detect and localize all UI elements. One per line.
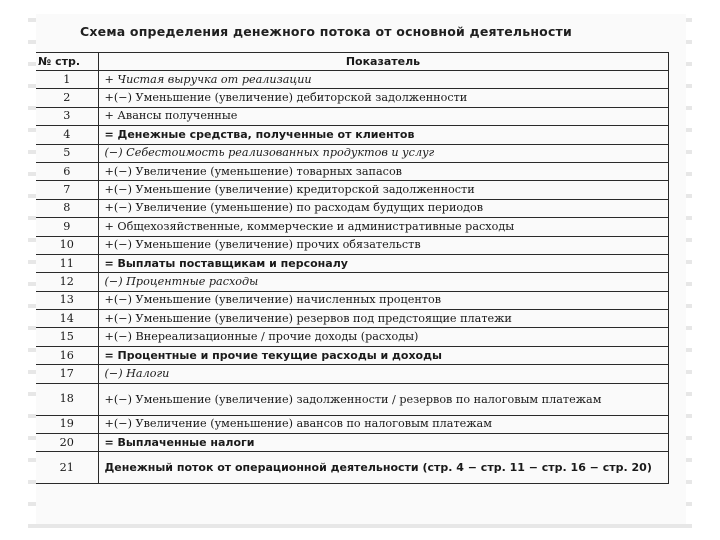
row-number: 17 (36, 365, 98, 383)
row-indicator: +(−) Уменьшение (увеличение) кредиторской задолженности (98, 181, 668, 199)
row-number: 5 (36, 144, 98, 162)
row-number: 9 (36, 218, 98, 236)
row-indicator: (−) Себестоимость реализованных продуктов и услуг (98, 144, 668, 162)
table-row (36, 236, 668, 254)
table-row (36, 107, 668, 125)
table-header-row (36, 53, 668, 71)
row-indicator: +(−) Увеличение (уменьшение) товарных запасов (98, 162, 668, 180)
row-indicator: +(−) Уменьшение (увеличение) резервов под предстоящие платежи (98, 310, 668, 328)
row-indicator: +(−) Уменьшение (увеличение) задолженности / резервов по налоговым платежам (98, 383, 668, 415)
row-number: 1 (36, 71, 98, 89)
row-number: 21 (36, 452, 98, 484)
row-indicator: + Чистая выручка от реализации (98, 71, 668, 89)
table-row (36, 434, 668, 452)
row-number: 7 (36, 181, 98, 199)
row-indicator: +(−) Увеличение (уменьшение) авансов по налоговым платежам (98, 415, 668, 433)
row-number: 4 (36, 126, 98, 144)
right-margin (692, 0, 720, 540)
table-row (36, 383, 668, 415)
table-row (36, 144, 668, 162)
row-number: 6 (36, 162, 98, 180)
row-number: 18 (36, 383, 98, 415)
table-row (36, 346, 668, 364)
row-number: 14 (36, 310, 98, 328)
row-indicator: +(−) Уменьшение (увеличение) дебиторской задолженности (98, 89, 668, 107)
row-indicator: = Выплаченные налоги (98, 434, 668, 452)
table-row (36, 181, 668, 199)
row-indicator: = Выплаты поставщикам и персоналу (98, 254, 668, 272)
table-row (36, 328, 668, 346)
row-number: 10 (36, 236, 98, 254)
table-row (36, 310, 668, 328)
row-indicator: (−) Процентные расходы (98, 273, 668, 291)
row-indicator: Денежный поток от операционной деятельности (стр. 4 − стр. 11 − стр. 16 − стр. 20) (98, 452, 668, 484)
table-row (36, 162, 668, 180)
row-number: 12 (36, 273, 98, 291)
row-indicator: (−) Налоги (98, 365, 668, 383)
table-row (36, 291, 668, 309)
row-number: 16 (36, 346, 98, 364)
row-indicator: = Денежные средства, полученные от клиентов (98, 126, 668, 144)
row-indicator: +(−) Внереализационные / прочие доходы (расходы) (98, 328, 668, 346)
table-row (36, 126, 668, 144)
table-row (36, 89, 668, 107)
table-row (36, 71, 668, 89)
row-indicator: + Авансы полученные (98, 107, 668, 125)
cash-flow-table (36, 52, 669, 484)
row-number: 2 (36, 89, 98, 107)
header-indicator: Показатель (98, 53, 668, 71)
left-margin (0, 0, 28, 540)
header-row-number: № стр. (36, 53, 98, 71)
row-number: 8 (36, 199, 98, 217)
row-number: 11 (36, 254, 98, 272)
scanned-document (36, 14, 686, 524)
row-number: 19 (36, 415, 98, 433)
table-row (36, 452, 668, 484)
table-row (36, 365, 668, 383)
table-row (36, 415, 668, 433)
row-number: 15 (36, 328, 98, 346)
row-indicator: +(−) Уменьшение (увеличение) начисленных процентов (98, 291, 668, 309)
row-number: 3 (36, 107, 98, 125)
row-number: 20 (36, 434, 98, 452)
document-title: Схема определения денежного потока от основной деятельности (80, 24, 572, 39)
table-row (36, 273, 668, 291)
row-indicator: +(−) Увеличение (уменьшение) по расходам будущих периодов (98, 199, 668, 217)
table-row (36, 218, 668, 236)
row-indicator: + Общехозяйственные, коммерческие и административные расходы (98, 218, 668, 236)
row-indicator: = Процентные и прочие текущие расходы и доходы (98, 346, 668, 364)
row-number: 13 (36, 291, 98, 309)
table-row (36, 199, 668, 217)
row-indicator: +(−) Уменьшение (увеличение) прочих обязательств (98, 236, 668, 254)
table-row (36, 254, 668, 272)
